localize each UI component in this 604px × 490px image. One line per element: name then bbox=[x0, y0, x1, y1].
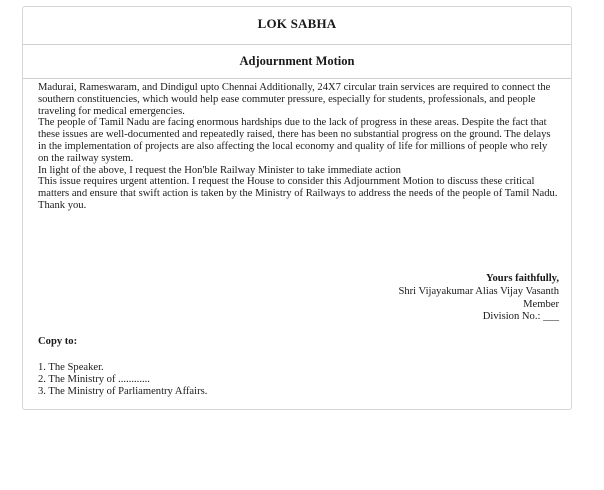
signatory-designation: Member bbox=[523, 298, 559, 310]
body-paragraph: In light of the above, I request the Hon'ble Railway Minister to take immediate action bbox=[38, 164, 401, 176]
division-number: Division No.: ___ bbox=[482, 311, 559, 323]
motion-title: Adjournment Motion bbox=[23, 44, 571, 79]
body-paragraph: Madurai, Rameswaram, and Dindigul upto Chennai Additionally, 24X7 circular train services are required to connect the southern constituencies, which would help ease commuter pressure, especially for students, professionals, and people traveling for medical emergencies. bbox=[38, 82, 551, 117]
motion-document bbox=[22, 6, 572, 410]
house-heading: LOK SABHA bbox=[23, 7, 571, 45]
copy-to-list bbox=[38, 362, 207, 399]
body-paragraph: The people of Tamil Nadu are facing enormous hardships due to the lack of progress in these areas. Despite the fact that these issues are well-documented and repeatedly raised, there has been no substantial progress on the ground. The delays in the implementation of projects are also affecting the local economy and quality of life for millions of people who rely on the railway system. bbox=[38, 117, 551, 164]
body-paragraph: Thank you. bbox=[38, 199, 87, 211]
body-paragraph: This issue requires urgent attention. I request the House to consider this Adjournment Motion to discuss these critical matters and ensure that swift action is taken by the Ministry of Railways to address the needs of the people of Tamil Nadu. bbox=[38, 176, 558, 200]
list-item: 1. The Speaker. bbox=[38, 362, 104, 373]
signatory-name: Shri Vijayakumar Alias Vijay Vasanth bbox=[398, 285, 559, 297]
list-item: 2. The Ministry of ............ bbox=[38, 374, 150, 386]
signature-block bbox=[398, 273, 559, 324]
list-item: 3. The Ministry of Parliamentry Affairs. bbox=[38, 386, 208, 398]
copy-to-heading: Copy to: bbox=[38, 336, 78, 347]
signature-closing: Yours faithfully, bbox=[486, 273, 559, 284]
motion-body bbox=[38, 82, 560, 212]
